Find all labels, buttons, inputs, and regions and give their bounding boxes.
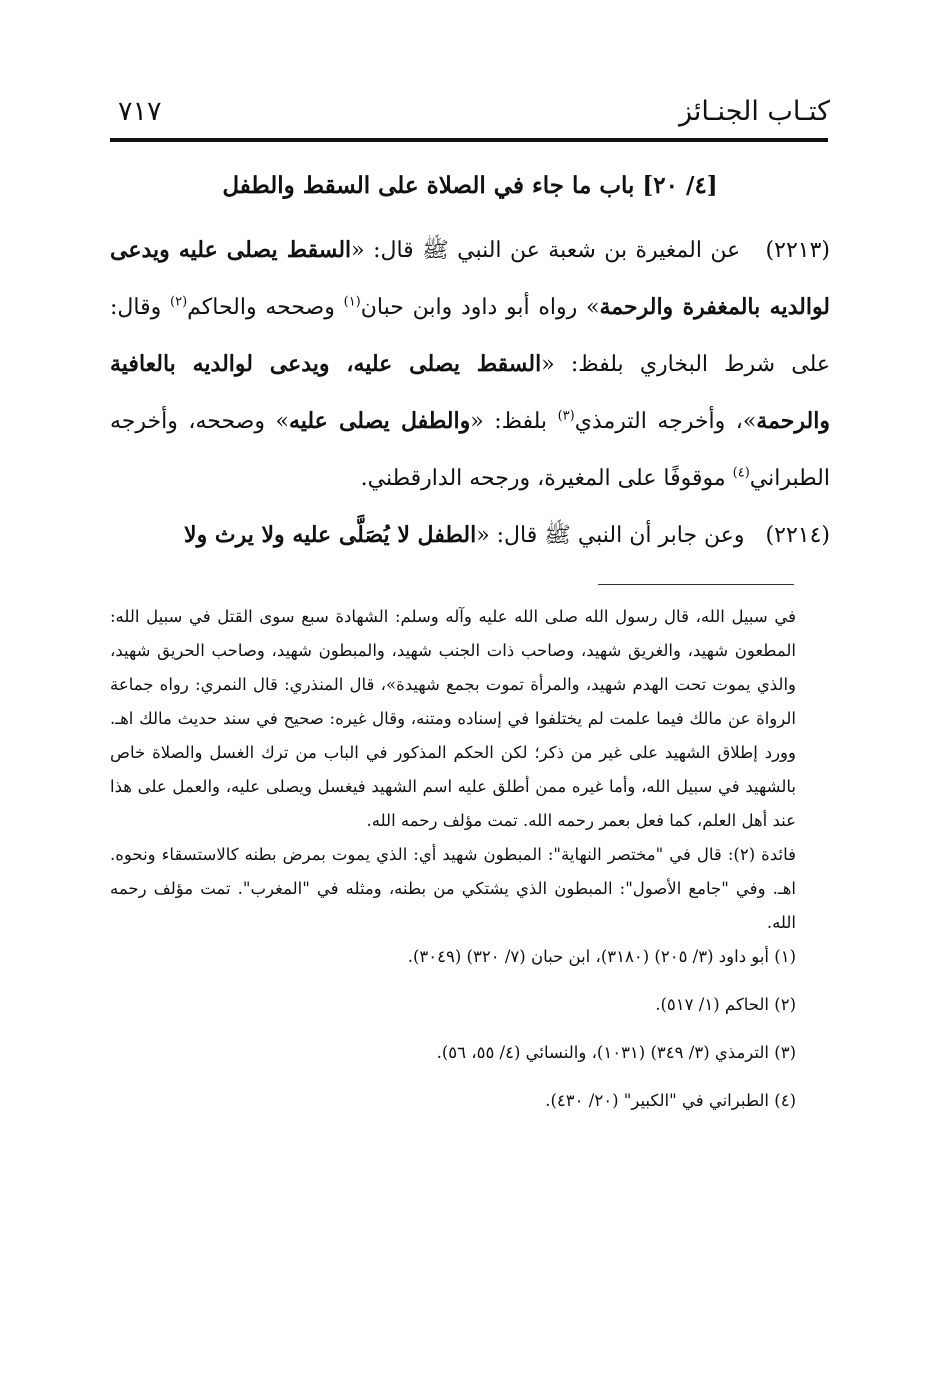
header-rule <box>110 138 828 142</box>
footnote-ref-2: (٢) <box>170 294 188 310</box>
hadith-text: موقوفًا على المغيرة، ورجحه الدارقطني. <box>360 466 733 491</box>
hadith-text: وصححه والحاكم <box>187 295 344 320</box>
hadith-text: وقال: على شرط البخاري بلفظ: « <box>110 295 830 377</box>
footnote-ref-4: (٤) <box>732 465 750 481</box>
hadith-text: » رواه أبو داود وابن حبان <box>360 295 600 320</box>
footnote-ref-3: (٣) <box>557 408 575 424</box>
hadith-matn: السقط يصلى عليه، ويدعى لوالديه بالعافية والرحمة <box>110 351 830 434</box>
hadith-number: (٢٢١٣) <box>765 238 830 263</box>
footnote-ref-entry: (٢) الحاكم (١/ ٥١٧). <box>655 995 796 1014</box>
hadith-text: » وصححه، وأخرجه الطبراني <box>110 409 830 491</box>
footnote-continued: في سبيل الله، قال رسول الله صلى الله عليه وآله وسلم: الشهادة سبع سوى القتل في سبيل الله: المطعون شهيد، والغريق شهيد، وصاحب ذات الجنب شهيد، والمبطون شهيد، وصاحب الحريق شهيد، والذي يموت تحت الهدم شهيد، والمرأة تموت بجمع شهيدة»، قال المنذري: قال النمري: رواه جماعة الرواة عن مالك فيما علمت لم يختلفوا في إسناده ومتنه، وقال غيره: صحيح في سند حديث مالك اهـ. وورد إطلاق الشهيد على غير من ذكر؛ لكن الحكم المذكور في الباب من ترك الغسل والصلاة خاص بالشهيد في سبيل الله، وأما غيره ممن أطلق عليه اسم الشهيد فيغسل ويصلى عليه، والعمل على هذا عند أهل العلم، كما فعل بعمر رحمه الله. تمت مؤلف رحمه الله. <box>110 607 796 830</box>
hadith-intro: عن المغيرة بن شعبة عن النبي ﷺ قال: « <box>351 238 741 263</box>
hadith-matn: السقط يصلى عليه ويدعى لوالديه بالمغفرة والرحمة <box>110 237 831 320</box>
footnotes <box>110 600 796 1118</box>
hadith-2213 <box>110 222 830 507</box>
page-header <box>110 92 830 136</box>
footnote-separator <box>598 584 794 585</box>
hadith-intro: وعن جابر أن النبي ﷺ قال: « <box>476 523 745 548</box>
footnote-ref-1: (١) <box>343 294 361 310</box>
hadith-number: (٢٢١٤) <box>765 523 830 548</box>
main-text <box>110 222 830 564</box>
chapter-heading: [٤/ ٢٠] باب ما جاء في الصلاة على السقط والطفل <box>222 172 718 199</box>
footnote-ref-entry: (٣) الترمذي (٣/ ٣٤٩) (١٠٣١)، والنسائي (٤/ ٥٥، ٥٦). <box>436 1043 796 1062</box>
hadith-2214 <box>110 507 830 564</box>
running-title: كتـاب الجنـائز <box>679 96 830 127</box>
hadith-matn: الطفل لا يُصَلَّى عليه ولا يرث ولا <box>184 522 477 548</box>
footnote-ref-entry: (٤) الطبراني في "الكبير" (٢٠/ ٤٣٠). <box>545 1091 796 1110</box>
page-number: ٧١٧ <box>118 96 162 127</box>
hadith-matn: والطفل يصلى عليه <box>288 408 471 434</box>
footnote-ref-entry: (١) أبو داود (٣/ ٢٠٥) (٣١٨٠)، ابن حبان (٧/ ٣٢٠) (٣٠٤٩). <box>407 947 796 966</box>
hadith-text: »، وأخرجه الترمذي <box>574 409 757 434</box>
hadith-text: بلفظ: « <box>470 409 558 434</box>
footnote-faida: فائدة (٢): قال في "مختصر النهاية": المبطون شهيد أي: الذي يموت بمرض بطنه كالاستسقاء ونحوه. اهـ. وفي "جامع الأصول": المبطون الذي يشتكي من بطنه، ومثله في "المغرب". تمت مؤلف رحمه الله. <box>110 845 796 932</box>
